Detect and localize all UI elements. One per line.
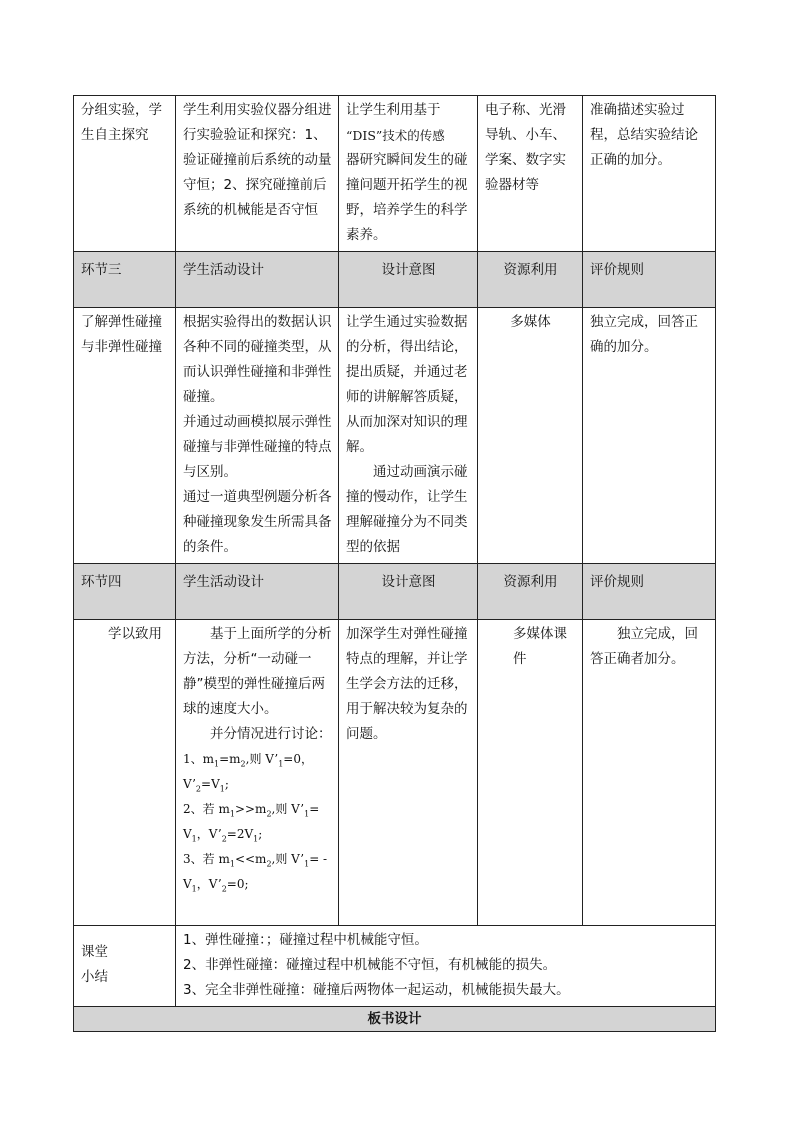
header-evaluation: 评价规则 — [583, 252, 716, 308]
header-activity: 学生活动设计 — [176, 252, 339, 308]
board-design-row — [74, 1007, 716, 1032]
stage-cell: 了解弹性碰撞与非弹性碰撞 — [74, 308, 176, 564]
table-row — [74, 96, 716, 252]
table-row — [74, 620, 716, 926]
summary-row — [74, 926, 716, 1007]
header-evaluation: 评价规则 — [583, 564, 716, 620]
stage-cell: 分组实验，学生自主探究 — [74, 96, 176, 252]
evaluation-cell: 准确描述实验过程，总结实验结论正确的加分。 — [583, 96, 716, 252]
case-2-formula: 2、若 $m_1>>m_2$,则 $V’_1=$ $V_1$，$V’_2=2V_1$; — [183, 802, 320, 844]
summary-label: 课堂 小结 — [74, 926, 176, 1007]
board-design-title: 板书设计 — [74, 1007, 716, 1032]
header-stage: 环节四 — [74, 564, 176, 620]
section-header-row — [74, 252, 716, 308]
case-1-formula: 1、$m_1=m_2$,则 $V’_1=0$， $V’_2=V_1$; — [183, 752, 313, 794]
resource-cell: 多媒体 — [478, 308, 583, 564]
intent-cell: 加深学生对弹性碰撞特点的理解，并让学生学会方法的迁移，用于解决较为复杂的问题。 — [339, 620, 478, 926]
header-intent: 设计意图 — [339, 252, 478, 308]
stage-cell: 学以致用 — [74, 620, 176, 926]
activity-cell: 基于上面所学的分析方法，分析“一动碰一静”模型的弹性碰撞后两球的速度大小。 并分情况进行讨论： 1、$m_1=m_2$,则 $V’_1=0$， $V’_2=V_1$; 2、若 $m_1>>m_2$,则 $V’_1=$ $V_1$，$V’_2=2V_1$; 3、若 $m_1<<m_2$,则 $V’_1=$ - $V_1$，$V’_2=0$; — [176, 620, 339, 926]
header-activity: 学生活动设计 — [176, 564, 339, 620]
resource-cell: 多媒体课件 — [478, 620, 583, 926]
header-stage: 环节三 — [74, 252, 176, 308]
evaluation-cell: 独立完成，回答正确者加分。 — [583, 620, 716, 926]
header-resource: 资源利用 — [478, 252, 583, 308]
table-row — [74, 308, 716, 564]
resource-cell: 电子称、光滑导轨、小车、学案、数字实验器材等 — [478, 96, 583, 252]
intent-cell: 让学生通过实验数据的分析，得出结论，提出质疑，并通过老师的讲解解答质疑，从而加深对知识的理解。 通过动画演示碰撞的慢动作，让学生理解碰撞分为不同类型的依据 — [339, 308, 478, 564]
intent-cell: 让学生利用基于 “DIS”技术的传感 器研究瞬间发生的碰撞问题开拓学生的视野，培养学生的科学素养。 — [339, 96, 478, 252]
case-3-formula: 3、若 $m_1<<m_2$,则 $V’_1=$ - $V_1$，$V’_2=0$; — [183, 852, 328, 894]
activity-cell: 根据实验得出的数据认识各种不同的碰撞类型，从而认识弹性碰撞和非弹性碰撞。 并通过动画模拟展示弹性碰撞与非弹性碰撞的特点与区别。 通过一道典型例题分析各种碰撞现象发生所需具备的条件。 — [176, 308, 339, 564]
summary-content: 1、弹性碰撞：；碰撞过程中机械能守恒。 2、非弹性碰撞：碰撞过程中机械能不守恒，有机械能的损失。 3、完全非弹性碰撞：碰撞后两物体一起运动，机械能损失最大。 — [176, 926, 716, 1007]
section-header-row — [74, 564, 716, 620]
evaluation-cell: 独立完成，回答正确的加分。 — [583, 308, 716, 564]
header-resource: 资源利用 — [478, 564, 583, 620]
header-intent: 设计意图 — [339, 564, 478, 620]
activity-cell: 学生利用实验仪器分组进行实验验证和探究：1、验证碰撞前后系统的动量守恒；2、探究碰撞前后系统的机械能是否守恒 — [176, 96, 339, 252]
lesson-plan-table — [73, 95, 716, 1032]
